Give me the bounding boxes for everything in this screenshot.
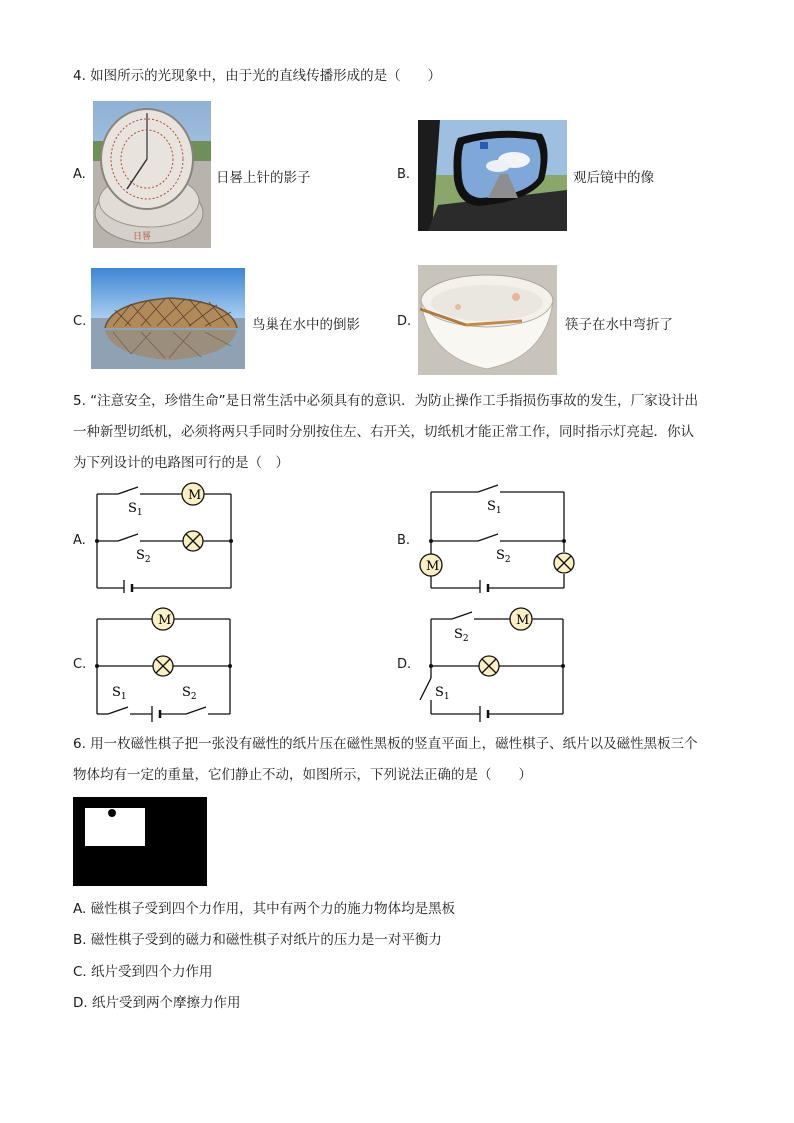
chopstick-in-bowl-photo bbox=[418, 265, 557, 375]
q5-line2: 一种新型切纸机，必须将两只手同时分别按住左、右开关，切纸机才能正常工作，同时指示灯亮起．你认 bbox=[73, 424, 694, 440]
q4-option-c-caption: 鸟巢在水中的倒影 bbox=[252, 317, 360, 333]
q6-option-a: A. 磁性棋子受到四个力作用，其中有两个力的施力物体均是黑板 bbox=[73, 901, 456, 917]
circuit-d bbox=[414, 604, 579, 722]
q4-stem: 4. 如图所示的光现象中，由于光的直线传播形成的是（ ） bbox=[73, 68, 442, 84]
blackboard-figure bbox=[73, 797, 207, 886]
switch-s1-label: $S_1$ bbox=[487, 499, 502, 516]
q5-line3: 为下列设计的电路图可行的是（ ） bbox=[73, 455, 289, 471]
circuit-b bbox=[414, 478, 579, 593]
q4-option-b-letter: B. bbox=[397, 167, 411, 182]
sundial-photo bbox=[93, 101, 211, 248]
switch-s2-label: $S_2$ bbox=[496, 548, 511, 565]
sundial-label: 日晷 bbox=[133, 232, 152, 242]
q4-option-d-caption: 筷子在水中弯折了 bbox=[565, 317, 673, 333]
switch-s1-label: $S_1$ bbox=[112, 685, 127, 702]
q4-option-b-caption: 观后镜中的像 bbox=[573, 170, 654, 186]
q4-option-a-letter: A. bbox=[73, 167, 86, 182]
q5-option-a-letter: A. bbox=[73, 533, 86, 548]
q4-option-d-letter: D. bbox=[397, 314, 412, 329]
magnetic-chess-piece bbox=[108, 809, 116, 817]
q5-option-c-letter: C. bbox=[73, 657, 87, 672]
q6-line1: 6. 用一枚磁性棋子把一张没有磁性的纸片压在磁性黑板的竖直平面上，磁性棋子、纸片以及磁性黑板三个 bbox=[73, 736, 698, 752]
rearview-mirror-photo bbox=[418, 120, 567, 231]
switch-s2-label: $S_2$ bbox=[136, 548, 151, 565]
q5-option-d-letter: D. bbox=[397, 657, 412, 672]
q6-option-b: B. 磁性棋子受到的磁力和磁性棋子对纸片的压力是一对平衡力 bbox=[73, 932, 442, 948]
motor-label: M bbox=[158, 613, 172, 628]
q4-option-a-caption: 日晷上针的影子 bbox=[216, 170, 311, 186]
switch-s1-label: $S_1$ bbox=[128, 501, 143, 518]
circuit-c bbox=[90, 604, 240, 722]
q6-line2: 物体均有一定的重量，它们静止不动，如图所示，下列说法正确的是（ ） bbox=[73, 767, 532, 783]
q6-option-d: D. 纸片受到两个摩擦力作用 bbox=[73, 995, 241, 1011]
q4-option-c-letter: C. bbox=[73, 314, 87, 329]
switch-s1-label: $S_1$ bbox=[435, 685, 450, 702]
q5-option-b-letter: B. bbox=[397, 533, 411, 548]
switch-s2-label: $S_2$ bbox=[454, 627, 469, 644]
q6-option-c: C. 纸片受到四个力作用 bbox=[73, 964, 213, 980]
motor-label: M bbox=[426, 559, 440, 574]
birds-nest-reflection-photo bbox=[91, 268, 245, 369]
motor-label: M bbox=[188, 488, 202, 503]
motor-label: M bbox=[516, 613, 530, 628]
q5-line1: 5. “注意安全，珍惜生命”是日常生活中必须具有的意识．为防止操作工手指损伤事故的发生，厂家设计出 bbox=[73, 393, 699, 409]
circuit-a bbox=[90, 478, 240, 593]
switch-s2-label: $S_2$ bbox=[182, 685, 197, 702]
